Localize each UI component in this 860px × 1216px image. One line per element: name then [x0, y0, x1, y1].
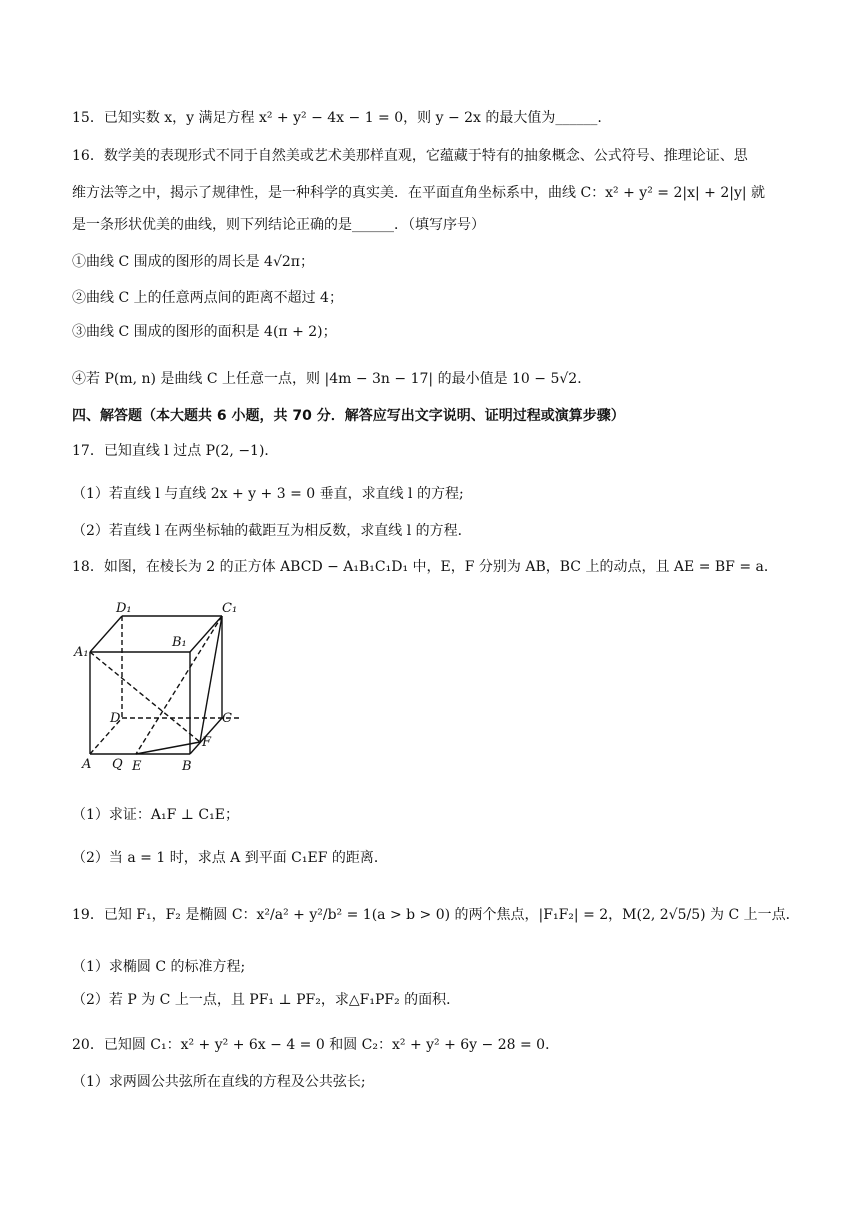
problem-15: 15．已知实数 x，y 满足方程 x² + y² − 4x − 1 = 0，则 y − 2x 的最大值为______. — [72, 110, 602, 126]
problem-17-part-1: （1）若直线 l 与直线 2x + y + 3 = 0 垂直，求直线 l 的方程; — [72, 486, 464, 502]
problem-18-part-1: （1）求证：A₁F ⊥ C₁E； — [72, 807, 239, 823]
problem-18-part-2: （2）当 a = 1 时，求点 A 到平面 C₁EF 的距离． — [72, 850, 388, 866]
label-D1: D₁ — [116, 601, 132, 616]
option-3: ③曲线 C 围成的图形的面积是 4(π + 2)； — [72, 324, 337, 340]
option-4: ④若 P(m, n) 是曲线 C 上任意一点，则 |4m − 3n − 17| 的最小值是 10 − 5√2． — [72, 371, 592, 387]
label-B1: B₁ — [172, 635, 187, 650]
label-A: A — [82, 757, 92, 772]
option-2: ②曲线 C 上的任意两点间的距离不超过 4； — [72, 290, 343, 306]
label-C: C — [222, 711, 232, 726]
label-C1: C₁ — [222, 601, 238, 616]
problem-19: 19．已知 F₁，F₂ 是椭圆 C：x²/a² + y²/b² = 1(a > b > 0) 的两个焦点，|F₁F₂| = 2，M(2, 2√5/5) 为 C 上一点． — [72, 907, 800, 923]
problem-16-line-2: 维方法等之中，揭示了规律性，是一种科学的真实美．在平面直角坐标系中，曲线 C：x² + y² = 2|x| + 2|y| 就 — [72, 185, 766, 201]
problem-16-line-1: 16．数学美的表现形式不同于自然美或艺术美那样直观，它蕴藏于特有的抽象概念、公式符号、推理论证、思 — [72, 148, 748, 164]
problem-20: 20．已知圆 C₁：x² + y² + 6x − 4 = 0 和圆 C₂：x² + y² + 6y − 28 = 0． — [72, 1037, 560, 1053]
label-B: B — [182, 759, 192, 774]
problem-17-part-2: （2）若直线 l 在两坐标轴的截距互为相反数，求直线 l 的方程． — [72, 523, 472, 539]
problem-17: 17．已知直线 l 过点 P(2, −1)． — [72, 443, 279, 459]
problem-20-part-1: （1）求两圆公共弦所在直线的方程及公共弦长; — [72, 1074, 366, 1090]
cube-figure — [72, 598, 252, 774]
section-heading: 四、解答题（本大题共 6 小题，共 70 分．解答应写出文字说明、证明过程或演算步骤） — [72, 408, 625, 424]
problem-19-part-2: （2）若 P 为 C 上一点，且 PF₁ ⊥ PF₂，求△F₁PF₂ 的面积． — [72, 992, 461, 1008]
label-E: E — [132, 759, 142, 774]
problem-19-part-1: （1）求椭圆 C 的标准方程; — [72, 959, 246, 975]
option-1: ①曲线 C 围成的图形的周长是 4√2π； — [72, 254, 314, 270]
label-D: D — [110, 711, 121, 726]
label-Q: Q — [112, 757, 123, 772]
label-F: F — [202, 735, 212, 750]
problem-18: 18．如图，在棱长为 2 的正方体 ABCD − A₁B₁C₁D₁ 中，E，F 分别为 AB，BC 上的动点，且 AE = BF = a． — [72, 559, 778, 575]
problem-16-line-3: 是一条形状优美的曲线，则下列结论正确的是______．（填写序号） — [72, 217, 485, 233]
label-A1: A₁ — [74, 645, 89, 660]
